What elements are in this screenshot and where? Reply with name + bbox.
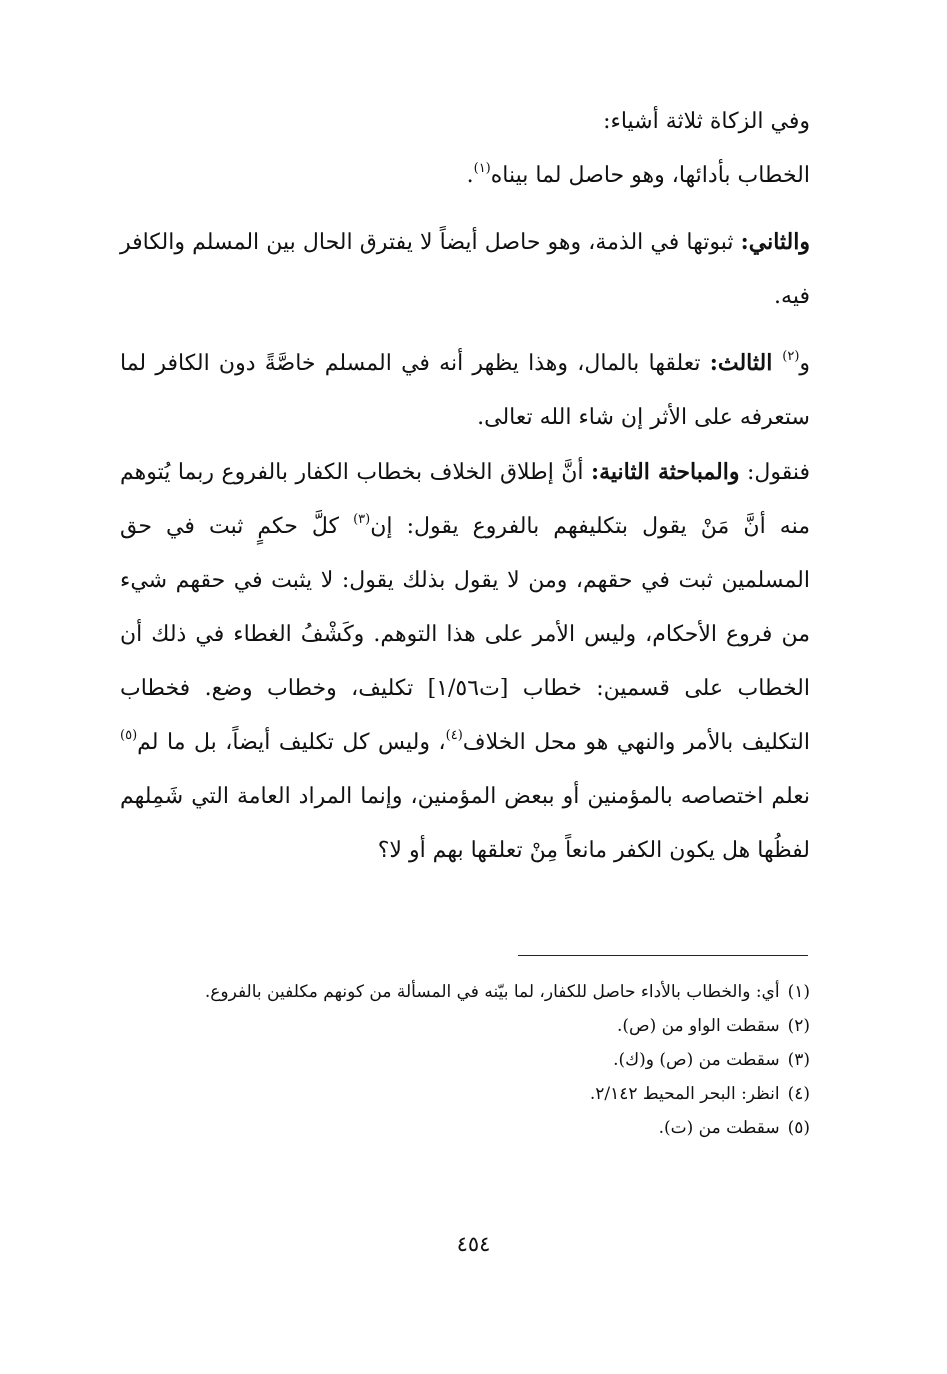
footnote-2-number: (٢) — [787, 1016, 810, 1036]
footnote-ref-2: (٢) — [782, 349, 800, 364]
paragraph-5-text-4: نعلم اختصاصه بالمؤمنين أو ببعض المؤمنين، وإنما المراد العامة التي شَمِلهم لفظُها هل يكون الكفر مانعاً مِنْ تعلقها بهم أو لا؟ — [120, 784, 810, 863]
footnote-divider — [518, 955, 808, 956]
footnote-5-text: سقطت من (ت). — [658, 1118, 780, 1138]
paragraph-5-text-2: كلَّ حكمٍ ثبت في حق المسلمين ثبت في حقهم، ومن لا يقول بذلك يقول: لا يثبت في حقهم شيء من فروع الأحكام، وليس الأمر على هذا التوهم. وكَشْفُ الغطاء في ذلك أن الخطاب على قسمين: خطاب [ت١/٥٦] تكليف، وخطاب وضع. فخطاب التكليف بالأمر والنهي هو محل الخلاف — [120, 514, 810, 755]
footnote-1-number: (١) — [787, 982, 810, 1002]
footnote-ref-5: (٥) — [120, 728, 138, 743]
footnote-5 — [120, 1111, 810, 1145]
paragraph-1 — [120, 95, 810, 149]
paragraph-3 — [120, 215, 810, 324]
paragraph-4-text: تعلقها بالمال، وهذا يظهر أنه في المسلم خاصَّةً دون الكافر لما ستعرفه على الأثر إن شاء الله تعالى. — [120, 351, 810, 430]
paragraph-4-label: الثالث: — [709, 350, 783, 376]
footnote-ref-4: (٤) — [445, 728, 463, 743]
footnote-3 — [120, 1043, 810, 1077]
paragraph-5 — [120, 445, 810, 878]
paragraph-5-intro: فنقول: — [739, 460, 811, 485]
footnotes — [120, 975, 810, 1145]
paragraph-5-label: والمباحثة الثانية: — [591, 459, 740, 485]
footnote-4-text: انظر: البحر المحيط ٢/١٤٢. — [589, 1084, 780, 1104]
paragraph-3-label: والثاني: — [740, 229, 810, 255]
paragraph-1-text: وفي الزكاة ثلاثة أشياء: — [603, 109, 810, 134]
footnote-4 — [120, 1077, 810, 1111]
paragraph-5-text-1: أنَّ إطلاق الخلاف بخطاب الكفار بالفروع ربما يُتوهم منه أنَّ مَنْ يقول بتكليفهم بالفروع يقول: إن — [120, 460, 810, 539]
footnote-3-text: سقطت من (ص) و(ك). — [613, 1050, 780, 1070]
footnote-2 — [120, 1009, 810, 1043]
main-text — [120, 95, 810, 878]
footnote-5-number: (٥) — [787, 1118, 810, 1138]
paragraph-5-text-3: ، وليس كل تكليف أيضاً، بل ما لم — [137, 730, 446, 755]
footnote-4-number: (٤) — [787, 1084, 810, 1104]
footnote-1-text: أي: والخطاب بالأداء حاصل للكفار، لما بيّنه في المسألة من كونهم مكلفين بالفروع. — [204, 982, 780, 1002]
paragraph-2 — [120, 149, 810, 203]
paragraph-2-text: الخطاب بأدائها، وهو حاصل لما بيناه — [490, 163, 810, 188]
footnote-3-number: (٣) — [787, 1050, 810, 1070]
page-number: ٤٥٤ — [456, 1232, 491, 1256]
paragraph-2-tail: . — [466, 163, 474, 188]
paragraph-3-text: ثبوتها في الذمة، وهو حاصل أيضاً لا يفترق الحال بين المسلم والكافر فيه. — [120, 230, 810, 309]
paragraph-4 — [120, 336, 810, 445]
footnote-2-text: سقطت الواو من (ص). — [616, 1016, 780, 1036]
paragraph-4-prefix: و — [799, 351, 811, 376]
footnote-1 — [120, 975, 810, 1009]
footnote-ref-3: (٣) — [353, 512, 371, 527]
footnote-ref-1: (١) — [473, 161, 491, 176]
